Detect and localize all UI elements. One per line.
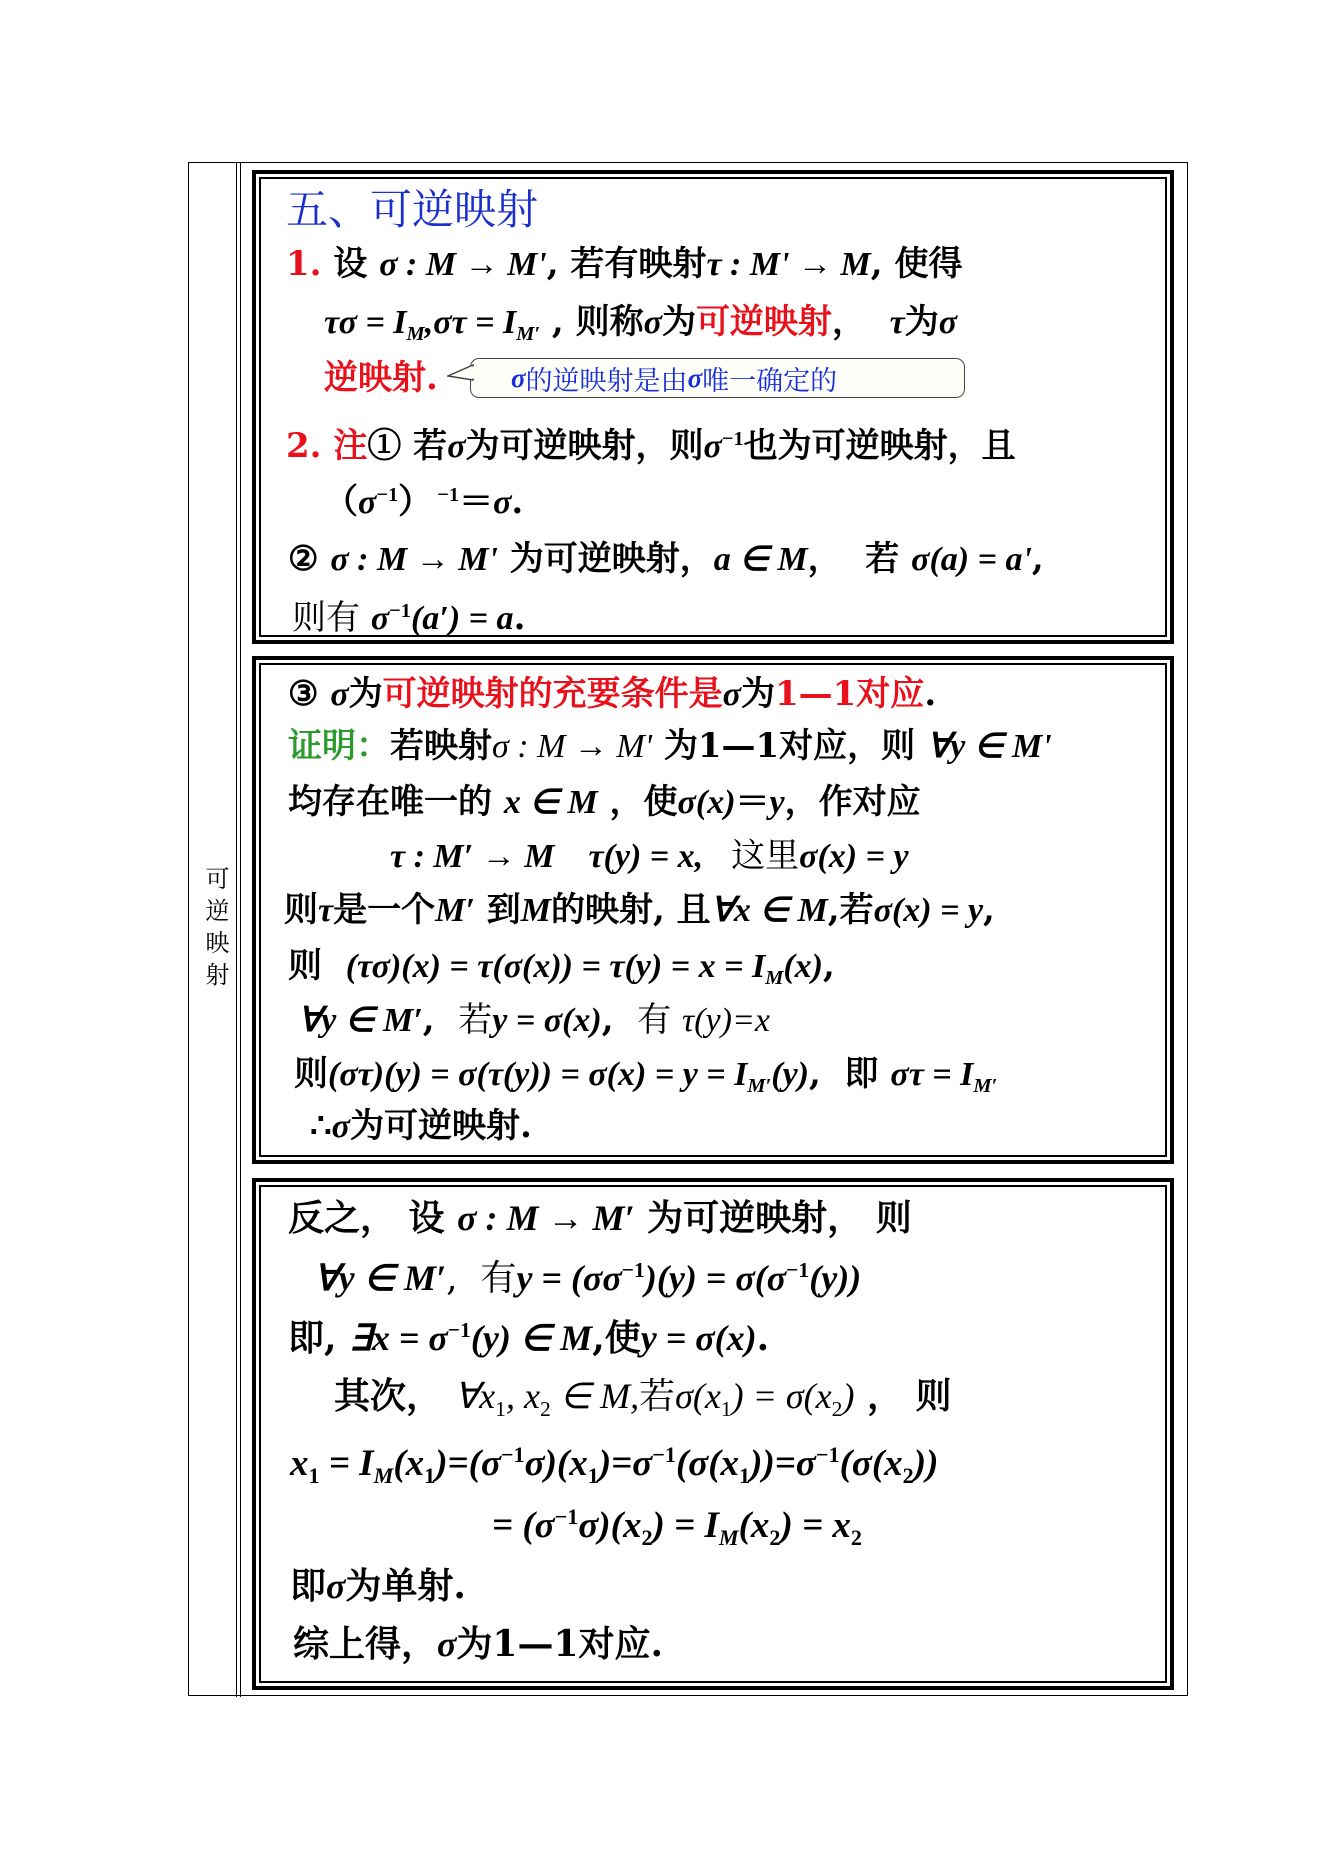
text: ,: [822, 946, 835, 986]
column-divider: [236, 162, 237, 1697]
proof-line-1: [288, 726, 1052, 767]
math-expr: (x: [393, 1443, 425, 1484]
section-title: 五、可逆映射: [286, 185, 539, 234]
math-expr: (y) ∈ M: [470, 1318, 593, 1358]
text: 为可逆映射，则: [465, 426, 704, 466]
math-expr: ))=σ: [750, 1443, 816, 1484]
math-expr: (σ(x: [839, 1443, 903, 1484]
text: 为: [740, 674, 775, 714]
proof-line-7: 则 (στ)(y) = σ(τ(y)) = σ(x) = y = I $_{M'}$ (y) , 即 στ = I $_{M'}$: [294, 1054, 998, 1098]
math-expr: M′: [435, 892, 475, 929]
text: 即,: [288, 1317, 350, 1359]
math-expr: σ : M → M': [492, 728, 653, 765]
text: 即: [290, 1565, 327, 1607]
note-line-4: 则有 σ $^{-1}$ (a′) = a .: [292, 598, 526, 638]
text: 为可逆映射，: [497, 539, 714, 579]
proof-conclusion: [310, 1106, 532, 1147]
converse-line-4: 其次， ∀x $_1$ , x $_2$ ∈ M, 若 σ(x $_1$ ) = σ(x $_2$ ) ， 则: [334, 1375, 952, 1421]
math-expr: ) = σ(x: [731, 1376, 832, 1416]
converse-line-1: [288, 1198, 912, 1238]
math-expr: σ: [370, 600, 390, 637]
text: 则: [284, 890, 318, 930]
math-expr: y = σ(x): [492, 1002, 602, 1039]
math-expr: = (σ: [492, 1505, 555, 1546]
math-expr: , x: [505, 1376, 540, 1416]
text: 若映射: [390, 726, 492, 766]
proof-box: [252, 656, 1174, 1164]
math-expr: (τσ)(x) = τ(σ(x)) = τ(y) = x = I: [345, 948, 766, 985]
converse-line-3: 即, ∃x = σ $^{-1}$ (y) ∈ M ,使 y = σ(x) .: [288, 1317, 770, 1359]
text: ，作对应: [784, 782, 921, 822]
math-expr: σ: [437, 1624, 457, 1664]
text: 则有: [292, 598, 371, 638]
text: 为可逆映射， 则: [634, 1197, 912, 1239]
text: 均存在唯一的: [288, 782, 504, 822]
math-expr: y = σ(x): [640, 1318, 757, 1358]
text: .: [756, 1317, 770, 1359]
text: ∴: [310, 1106, 332, 1146]
text: 唯一确定的: [702, 365, 838, 397]
math-expr: )(y) = σ(σ: [644, 1258, 787, 1298]
text: 反之， 设: [288, 1197, 458, 1239]
text: 若: [458, 1000, 493, 1040]
math-expr: σ: [687, 362, 703, 393]
text: 的逆映射是由: [525, 365, 688, 397]
text: 设: [321, 244, 380, 284]
definition-line-3: [324, 358, 438, 398]
text: 也为可逆映射，且: [743, 426, 1016, 466]
math-expr: σ: [722, 676, 741, 713]
math-expr: σ: [331, 1108, 350, 1145]
math-expr: )=(σ: [435, 1443, 501, 1484]
math-expr: τ: [889, 304, 905, 341]
text: .: [924, 674, 937, 714]
proof-line-3: [390, 836, 909, 877]
text: ＝: [735, 782, 770, 822]
text: .: [513, 598, 526, 638]
text: ,使: [592, 1317, 641, 1359]
highlight-term: 逆映射.: [324, 358, 438, 398]
math-expr: M: [520, 892, 551, 929]
text: ， 则: [854, 1375, 952, 1417]
converse-line-7: [290, 1566, 466, 1606]
math-expr: σ)(x: [524, 1443, 588, 1484]
text: 其次，: [334, 1375, 455, 1417]
math-expr: σ : M → M′: [457, 1198, 635, 1238]
text: ②: [288, 539, 331, 579]
text: 是一个: [333, 890, 436, 930]
math-expr: σ(a) = a': [911, 541, 1032, 578]
math-expr: (y)): [809, 1258, 862, 1298]
definition-line-2: τσ = I $_M$ ,στ = I $_{M'}$ , 则称 σ 为 可逆映射 ， τ 为 σ: [324, 302, 958, 346]
math-expr: σ(x) = y: [799, 838, 909, 875]
math-expr: ∀x ∈ M: [710, 892, 828, 929]
text: ， 若: [807, 539, 912, 579]
text: 为可逆映射.: [349, 1106, 532, 1146]
text: ① 若: [367, 426, 448, 466]
text: ，: [831, 302, 890, 342]
item-number: 1.: [286, 244, 322, 284]
callout-pointer: [447, 363, 474, 385]
math-expr: (σ(x: [675, 1443, 740, 1484]
note-line-3: [288, 539, 1044, 580]
math-expr: σ : M → M': [379, 246, 547, 283]
math-expr: σ(x) = y: [873, 892, 984, 929]
text: ③: [288, 674, 331, 714]
math-expr: ∀y ∈ M′: [314, 1258, 447, 1298]
math-expr: σ: [326, 1566, 346, 1606]
note-line-2: （ σ $^{-1}$ ） $^{-1}$ ＝ σ .: [324, 482, 524, 522]
proof-line-4: [284, 890, 995, 931]
text: 若: [639, 1376, 676, 1417]
text: 这里: [731, 836, 800, 876]
text: ,若: [827, 890, 874, 930]
text: 到: [474, 890, 521, 930]
note-line-1: 2. 注 ① 若 σ 为可逆映射，则 σ $^{-1}$ 也为可逆映射，且: [286, 426, 1016, 466]
math-expr: ) = I: [652, 1505, 719, 1546]
math-expr: a ∈ M: [713, 541, 808, 578]
math-expr: (y): [771, 1056, 810, 1093]
summary-line: [293, 1624, 663, 1664]
text: , 若有映射: [546, 244, 707, 284]
text: ，使: [597, 782, 678, 822]
math-expr: x: [290, 1443, 309, 1484]
text: 则: [288, 946, 346, 986]
math-expr: σ(x: [675, 1376, 721, 1416]
column-divider: [240, 162, 241, 1697]
text: 为: [904, 302, 939, 342]
text: ,: [601, 1000, 638, 1040]
math-expr: = I: [319, 1443, 374, 1484]
math-expr: τ : M' → M: [706, 246, 871, 283]
callout-note: [470, 358, 965, 398]
text: 为单射.: [345, 1565, 466, 1607]
math-expr: σ: [703, 428, 722, 465]
text: 为: [661, 302, 696, 342]
side-label: 可逆映射: [201, 866, 229, 994]
math-expr: ∀y ∈ M′: [298, 1002, 423, 1039]
math-expr: τ(y) = x,: [588, 838, 704, 875]
text: 为1—1对应，则: [652, 726, 928, 766]
math-expr: )): [913, 1443, 939, 1484]
math-expr: τ: [318, 892, 334, 929]
math-expr: ∀x: [454, 1376, 496, 1416]
text: .: [511, 482, 524, 522]
text: 综上得，: [293, 1623, 438, 1665]
text: 为1—1对应.: [456, 1623, 664, 1665]
math-expr: ∃x = σ: [349, 1318, 448, 1358]
math-expr: (στ)(y) = σ(τ(y)) = σ(x) = y = I: [328, 1056, 748, 1093]
math-expr: σ: [938, 304, 958, 341]
text: 有: [637, 1000, 683, 1040]
text: , 即: [809, 1054, 891, 1094]
math-expr: ): [842, 1376, 855, 1416]
math-expr: (x): [783, 948, 823, 985]
math-expr: τσ = I: [324, 304, 407, 341]
math-expr: (a′) = a: [410, 600, 514, 637]
math-expr: σ)(x: [578, 1505, 642, 1546]
math-expr: στ = I: [890, 1056, 974, 1093]
text: 的映射, 且: [550, 890, 711, 930]
text: 为: [348, 674, 383, 714]
math-expr: x ∈ M: [503, 784, 598, 821]
proof-line-5: 则 (τσ)(x) = τ(σ(x)) = τ(y) = x = I $_M$ (x) ,: [288, 946, 835, 990]
text: ,: [422, 1000, 459, 1040]
math-expr: σ : M → M': [330, 541, 498, 578]
math-expr: ∈ M,: [550, 1376, 640, 1416]
math-expr: (x: [738, 1505, 770, 1546]
proof-label: 证明：: [288, 726, 390, 766]
math-expr: ∀y ∈ M': [927, 728, 1052, 765]
converse-line-5: x $_1$ = I $_M$ (x $_1$ )=(σ $^{-1}$ σ)(x $_1$ )=σ $^{-1}$ (σ(x $_1$ ))=σ $^{-1}$ (σ(x $_2$ )): [290, 1441, 939, 1488]
text: ,: [983, 890, 995, 930]
math-expr: ) = x: [780, 1505, 851, 1546]
highlight-term: 可逆映射: [695, 302, 832, 342]
text: , 则称: [540, 302, 644, 342]
math-expr: y = (σσ: [516, 1258, 622, 1298]
text: ,: [1031, 539, 1044, 579]
definition-box: [252, 170, 1174, 644]
proof-line-2: [288, 782, 921, 823]
converse-line-2: ∀y ∈ M′ , 有 y = (σσ $^{-1}$ )(y) = σ(σ $^{-1}$ (y)): [314, 1258, 862, 1299]
math-expr: τ(y)=x: [682, 1002, 770, 1039]
math-expr: σ: [447, 428, 466, 465]
math-expr: ,στ = I: [424, 304, 517, 341]
text: , 有: [446, 1258, 517, 1299]
item-number: 2. 注: [286, 426, 368, 466]
math-expr: σ: [358, 484, 377, 521]
converse-line-6: = (σ $^{-1}$ σ)(x $_2$ ) = I $_M$ (x $_2$ ) = x $_2$: [492, 1503, 863, 1550]
math-expr: σ: [643, 304, 662, 341]
highlight-term: 1—1对应: [774, 674, 925, 714]
proof-line-6: [298, 1000, 770, 1041]
text: 则: [294, 1054, 328, 1094]
definition-line-1: [286, 244, 962, 285]
theorem-line: [288, 674, 936, 715]
text: ＝: [459, 482, 494, 522]
math-expr: σ: [330, 676, 349, 713]
text: , 使得: [870, 244, 963, 284]
math-expr: σ: [511, 362, 526, 393]
text: ）: [398, 482, 433, 522]
math-expr: σ(x): [677, 784, 736, 821]
text: （: [324, 482, 358, 522]
math-expr: y: [769, 784, 785, 821]
math-expr: τ : M′ → M: [390, 838, 555, 875]
highlight-term: 可逆映射的充要条件是: [382, 674, 723, 714]
math-expr: )=σ: [598, 1443, 653, 1484]
converse-box: [252, 1178, 1174, 1690]
math-expr: σ: [493, 484, 512, 521]
